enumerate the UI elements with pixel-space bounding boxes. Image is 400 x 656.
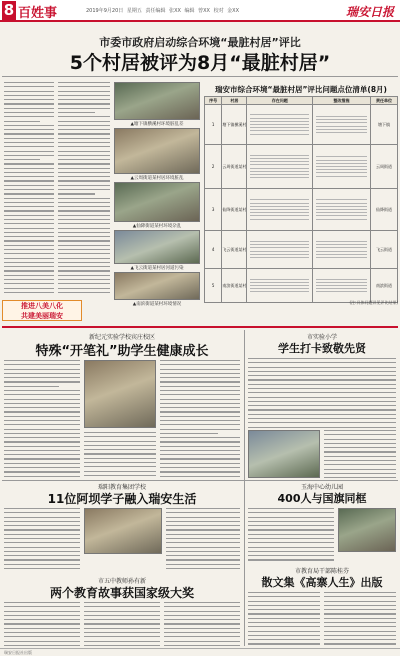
table-note: (注:具体问题详见评比结果) bbox=[349, 300, 398, 305]
callout-box bbox=[2, 300, 82, 321]
row-measures bbox=[313, 269, 371, 303]
page-header bbox=[0, 0, 400, 22]
story-4-photo bbox=[338, 508, 396, 552]
row-measures bbox=[313, 145, 371, 189]
story-3-photo bbox=[84, 508, 162, 554]
story-1-title: 特殊“开笔礼”助学生健康成长 bbox=[35, 344, 209, 359]
photo-5 bbox=[114, 272, 200, 300]
story-4-body bbox=[248, 508, 334, 564]
row-number: 5 bbox=[205, 269, 222, 303]
row-number: 4 bbox=[205, 231, 222, 269]
section-divider bbox=[2, 326, 398, 328]
row-village: 云周街道某村 bbox=[222, 145, 247, 189]
divider bbox=[2, 76, 398, 77]
row-unit: 仙降街道 bbox=[370, 189, 397, 231]
newspaper-logo: 瑞安日报 bbox=[345, 5, 394, 19]
photo-caption: ▲塘下镇横溪村环境脏乱差 bbox=[130, 122, 184, 127]
row-village: 飞云街道某村 bbox=[222, 231, 247, 269]
row-village: 仙降街道某村 bbox=[222, 189, 247, 231]
story-2-body-2 bbox=[324, 430, 396, 478]
row-problems bbox=[247, 105, 313, 145]
row-village: 塘下镇横溪村 bbox=[222, 105, 247, 145]
column-header: 村居 bbox=[222, 97, 247, 105]
column-header: 责任单位 bbox=[370, 97, 397, 105]
photo-caption: ▲仙降街道某村环境杂乱 bbox=[132, 224, 182, 229]
story-3-kicker: 瑞阳教育集团学校 bbox=[97, 484, 146, 491]
header-meta: 2019年9月20日 星期五 责任编辑 张XX 编辑 曾XX 校对 金XX bbox=[86, 8, 240, 14]
row-problems bbox=[247, 231, 313, 269]
column-header: 整改措施 bbox=[313, 97, 371, 105]
photo-3 bbox=[114, 182, 200, 222]
story-1-kicker: 新纪元实验学校宾庄校区 bbox=[88, 334, 155, 341]
photo-caption: ▲南滨街道某村环境情况 bbox=[132, 302, 182, 307]
story-5-kicker: 市五中教师孙有新 bbox=[97, 578, 146, 585]
row-problems bbox=[247, 145, 313, 189]
table-row bbox=[205, 231, 398, 269]
row-unit: 飞云街道 bbox=[370, 231, 397, 269]
row-number: 1 bbox=[205, 105, 222, 145]
story-3-body-2 bbox=[166, 508, 240, 572]
lead-kicker: 市委市政府启动综合环境“最脏村居”评比 bbox=[99, 36, 301, 49]
story-6-title: 散文集《高寨人生》出版 bbox=[261, 576, 383, 589]
row-number: 3 bbox=[205, 189, 222, 231]
page-footer: 瑞安日报社出版 bbox=[0, 648, 400, 656]
story-6-body-2 bbox=[324, 592, 396, 646]
story-2-photo bbox=[248, 430, 320, 478]
story-1-body bbox=[4, 360, 80, 478]
row-measures bbox=[313, 231, 371, 269]
row-number: 2 bbox=[205, 145, 222, 189]
column-divider bbox=[244, 330, 245, 646]
story-1-photo bbox=[84, 360, 156, 428]
photo-4 bbox=[114, 230, 200, 264]
column-header: 存在问题 bbox=[247, 97, 313, 105]
story-1-body-2 bbox=[84, 432, 156, 478]
story-3-title: 11位阿坝学子融入瑞安生活 bbox=[47, 492, 197, 506]
row-problems bbox=[247, 269, 313, 303]
story-3-body bbox=[4, 508, 80, 572]
row-measures bbox=[313, 189, 371, 231]
photo-caption: ▲飞云街道某村居河道污染 bbox=[130, 266, 184, 271]
photo-1 bbox=[114, 82, 200, 120]
story-1-body-3 bbox=[160, 360, 240, 478]
callout-line-1: 推进八美八化 bbox=[21, 302, 63, 310]
story-4-kicker: 玉海中心幼儿园 bbox=[300, 484, 343, 491]
story-2-kicker: 市实验小学 bbox=[306, 334, 337, 341]
story-5-title: 两个教育故事获国家级大奖 bbox=[49, 586, 194, 600]
photo-2 bbox=[114, 128, 200, 174]
story-5-body bbox=[4, 602, 80, 646]
lead-headline: 5个村居被评为8月“最脏村居” bbox=[69, 52, 331, 74]
story-5-body-2 bbox=[84, 602, 160, 646]
lead-body-text-mid bbox=[58, 82, 110, 294]
callout-line-2: 共建美丽瑞安 bbox=[21, 312, 63, 320]
photo-caption: ▲云周街道某村居环境脏乱 bbox=[130, 176, 184, 181]
table-row bbox=[205, 105, 398, 145]
row-unit: 南滨街道 bbox=[370, 269, 397, 303]
table-row bbox=[205, 145, 398, 189]
column-header: 序号 bbox=[205, 97, 222, 105]
table-row bbox=[205, 189, 398, 231]
story-2-title: 学生打卡致敬先贤 bbox=[278, 342, 366, 355]
section-name: 百姓事 bbox=[18, 6, 58, 21]
row-problems bbox=[247, 189, 313, 231]
story-5-body-3 bbox=[164, 602, 240, 646]
row-measures bbox=[313, 105, 371, 145]
table-row bbox=[205, 269, 398, 303]
divider bbox=[2, 480, 398, 481]
row-unit: 云周街道 bbox=[370, 145, 397, 189]
problem-list-table bbox=[204, 96, 398, 303]
table-title: 瑞安市综合环境“最脏村居”评比问题点位清单(8月) bbox=[215, 85, 387, 94]
table-header-row bbox=[205, 97, 398, 105]
row-village: 南滨街道某村 bbox=[222, 269, 247, 303]
story-4-title: 400人与国旗同框 bbox=[277, 492, 367, 505]
story-6-kicker: 市教育局干部陈桂芬 bbox=[294, 568, 349, 575]
row-unit: 塘下镇 bbox=[370, 105, 397, 145]
page-number: 8 bbox=[3, 1, 15, 19]
lead-body-text-left bbox=[4, 82, 54, 294]
story-2-body bbox=[248, 358, 396, 428]
story-6-body bbox=[248, 592, 320, 646]
